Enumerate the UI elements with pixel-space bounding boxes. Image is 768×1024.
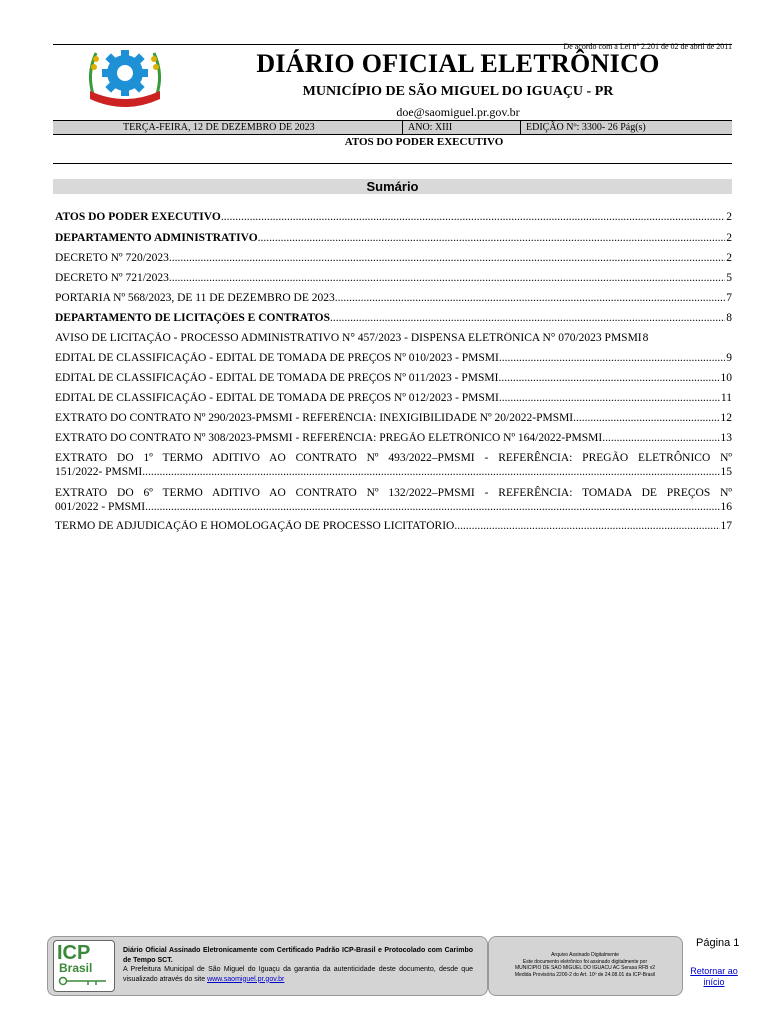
toc-item[interactable] xyxy=(55,520,732,532)
summary-heading: Sumário xyxy=(53,179,732,194)
signature-line: MUNICIPIO DE SAO MIGUEL DO IGUACU AC Serasa RFB v2 xyxy=(514,965,656,971)
signature-line: Arquivo Assinado Digitalmente xyxy=(551,952,619,958)
toc-item-label: DECRETO Nº 720/2023 xyxy=(55,252,169,264)
toc-item-page: 16 xyxy=(720,501,732,513)
toc-item-label: EXTRATO DO CONTRATO Nº 290/2023-PMSMI - REFERÊNCIA: INEXIGIBILIDADE Nº 20/2022-PMSMI. xyxy=(55,412,577,424)
toc-leader xyxy=(258,232,726,244)
toc-item-label: EXTRATO DO 1º TERMO ADITIVO AO CONTRATO Nº 493/2022–PMSMI - REFERÊNCIA: PREGÃO ELETRÔNICO Nº xyxy=(55,452,732,464)
edition-date: TERÇA-FEIRA, 12 DE DEZEMBRO DE 2023 xyxy=(123,122,315,133)
toc-item[interactable] xyxy=(55,272,732,284)
toc-item-label-cont: 151/2022- PMSMI. xyxy=(55,466,146,478)
toc-item[interactable] xyxy=(55,252,732,264)
toc-item-page: 15 xyxy=(720,466,732,478)
digital-signature-text xyxy=(492,952,678,978)
toc-leader xyxy=(148,500,721,514)
info-separator xyxy=(402,121,403,134)
signature-line: Medida Provisória 2200-2 do Art. 10º de 24.08.01 da ICP-Brasil xyxy=(514,971,656,978)
icp-logo-text: ICP xyxy=(57,942,91,964)
toc-leader xyxy=(335,292,725,304)
toc-item-label: EXTRATO DO CONTRATO Nº 308/2023-PMSMI - REFERÊNCIA: PREGÃO ELETRÔNICO Nº 164/2022-PMSMI. xyxy=(55,432,606,444)
toc-item-label: AVISO DE LICITAÇÃO - PROCESSO ADMINISTRATIVO N° 457/2023 - DISPENSA ELETRÔNICA N° 070/2023 PMSMI xyxy=(55,332,642,344)
toc-item-page: 13 xyxy=(720,432,732,444)
toc-item[interactable] xyxy=(55,372,732,384)
certification-heading: Diário Oficial Assinado Eletronicamente com Certificado Padrão ICP-Brasil e Protocolado com Carimbo de Tempo SCT. xyxy=(123,947,473,964)
toc-item[interactable] xyxy=(55,211,732,223)
key-icon xyxy=(58,976,108,986)
toc-item-page: 17 xyxy=(720,520,732,532)
coat-of-arms-icon xyxy=(80,45,170,107)
toc-leader xyxy=(498,372,719,384)
toc-leader xyxy=(145,465,720,479)
certification-body: A Prefeitura Municipal de São Miguel do Iguaçu da garantia da autenticidade deste documento, desde que visualizado através do site xyxy=(123,966,473,983)
toc-leader xyxy=(169,252,725,264)
toc-item-label: DEPARTAMENTO ADMINISTRATIVO xyxy=(55,232,258,244)
toc-item-page: 2 xyxy=(726,232,732,244)
toc-item[interactable] xyxy=(55,232,732,244)
toc-item-label-cont: 001/2022 - PMSMI. xyxy=(55,501,148,513)
toc-leader xyxy=(499,352,725,364)
page-title: DIÁRIO OFICIAL ELETRÔNICO xyxy=(256,49,660,78)
toc-item[interactable] xyxy=(55,292,732,304)
toc-item-page: 2 xyxy=(726,252,732,264)
toc-leader xyxy=(221,211,725,223)
municipal-logo xyxy=(80,45,170,107)
toc-item[interactable] xyxy=(55,392,732,404)
toc-item[interactable] xyxy=(55,412,732,424)
toc-item-page: 5 xyxy=(726,272,732,284)
toc-leader xyxy=(502,392,720,404)
info-separator xyxy=(520,121,521,134)
site-link[interactable]: www.saomiguel.pr.gov.br xyxy=(207,975,285,983)
toc-leader xyxy=(576,412,719,424)
toc-item[interactable] xyxy=(55,332,732,344)
icp-logo-subtext: Brasil xyxy=(59,961,93,975)
toc-item-label: DECRETO Nº 721/2023 xyxy=(55,272,169,284)
toc-item-page: 8 xyxy=(642,332,649,344)
section-rule xyxy=(53,163,732,164)
toc-item-label: TERMO DE ADJUDICAÇÃO E HOMOLOGAÇÃO DE PROCESSO LICITATÓRIO xyxy=(55,520,455,532)
toc-item-page: 12 xyxy=(720,412,732,424)
toc-item-page: 2 xyxy=(726,211,732,223)
contact-email[interactable]: doe@saomiguel.pr.gov.br xyxy=(396,105,520,119)
toc-item-label: EDITAL DE CLASSIFICAÇÃO - EDITAL DE TOMADA DE PREÇOS Nº 011/2023 - PMSMI xyxy=(55,372,499,384)
page-number: Página 1 xyxy=(696,937,740,949)
toc-item-label: EDITAL DE CLASSIFICAÇÃO - EDITAL DE TOMADA DE PREÇOS Nº 012/2023 - PMSMI. xyxy=(55,392,502,404)
toc-item-label: DEPARTAMENTO DE LICITAÇÕES E CONTRATOS xyxy=(55,312,331,324)
certification-text xyxy=(123,946,473,984)
toc-item[interactable] xyxy=(55,312,732,324)
municipality-subtitle: MUNICÍPIO DE SÃO MIGUEL DO IGUAÇU - PR xyxy=(302,84,614,99)
toc-leader xyxy=(605,432,719,444)
toc-item[interactable] xyxy=(55,432,732,444)
toc-item[interactable] xyxy=(55,352,732,364)
toc-item[interactable] xyxy=(55,486,732,514)
signature-line: Este documento eletrônico foi assinado digitalmente por xyxy=(522,958,648,965)
toc-item-page: 7 xyxy=(726,292,732,304)
law-note: De acordo com a Lei nº 2.201 de 02 de abril de 2011 xyxy=(563,42,732,51)
toc-item-label: EDITAL DE CLASSIFICAÇÃO - EDITAL DE TOMADA DE PREÇOS Nº 010/2023 - PMSMI xyxy=(55,352,499,364)
edition-year: ANO: XIII xyxy=(408,122,453,133)
toc-item-page: 8 xyxy=(726,312,732,324)
toc-item-page: 9 xyxy=(726,352,732,364)
section-title: ATOS DO PODER EXECUTIVO xyxy=(344,136,504,148)
toc-leader xyxy=(169,272,725,284)
toc-leader xyxy=(454,520,719,532)
toc-item[interactable] xyxy=(55,451,732,479)
toc-item-label: EXTRATO DO 6º TERMO ADITIVO AO CONTRATO Nº 132/2022–PMSMI - REFERÊNCIA: TOMADA DE PREÇOS Nº xyxy=(55,487,732,499)
toc-item-page: 11 xyxy=(720,392,732,404)
toc-leader xyxy=(330,312,725,324)
toc-item-label: PORTARIA Nº 568/2023, DE 11 DE DEZEMBRO DE 2023 xyxy=(55,292,335,304)
edition-number: EDIÇÃO Nº: 3300- 26 Pág(s) xyxy=(526,122,646,133)
return-to-top-link[interactable]: Retornar ao início xyxy=(690,966,738,987)
toc-item-label: ATOS DO PODER EXECUTIVO xyxy=(55,211,221,223)
edition-info-bar xyxy=(53,120,732,135)
toc-item-page: 10 xyxy=(720,372,732,384)
